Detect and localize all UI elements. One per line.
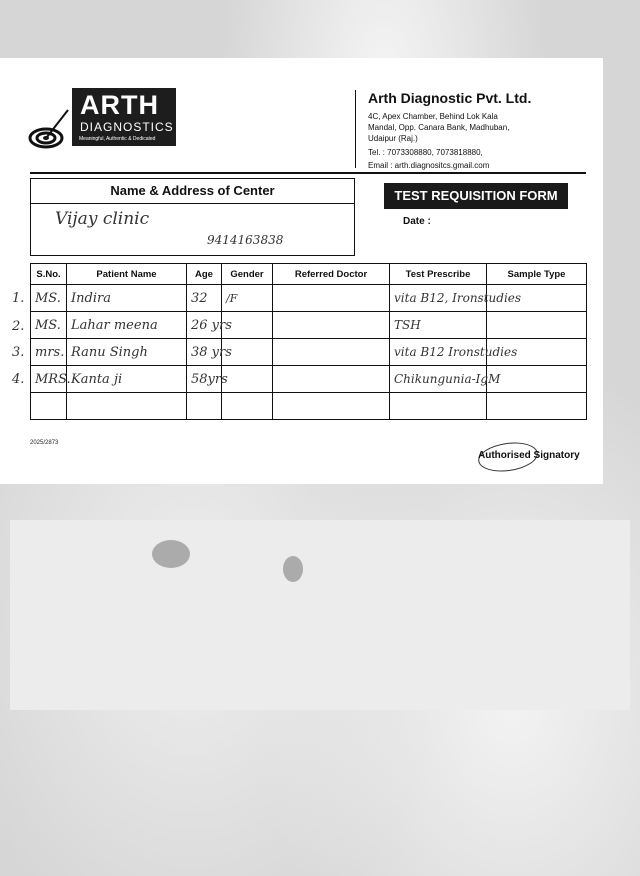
authorised-signatory: Authorised Signatory (478, 450, 580, 461)
age-cell (187, 393, 222, 420)
row-number: 4. (12, 372, 25, 387)
company-email: Email : arth.diagnositcs.gmail.com (368, 161, 490, 170)
blank-scan-area (10, 520, 630, 710)
sno-cell: mrs. (31, 339, 67, 366)
age-cell: 26 yrs (187, 312, 222, 339)
test-cell: Chikungunia-IgM (390, 366, 487, 393)
address-line: Udaipur (Raj.) (368, 134, 418, 143)
doctor-cell (273, 366, 390, 393)
header-divider (355, 90, 356, 168)
table-row (31, 339, 587, 366)
sno-cell: MRS. (31, 366, 67, 393)
center-box-title: Name & Address of Center (31, 179, 354, 204)
sno-cell: MS. (31, 312, 67, 339)
form-title: TEST REQUISITION FORM (384, 183, 568, 209)
company-name: Arth Diagnostic Pvt. Ltd. (368, 90, 532, 106)
age-cell: 58yrs (187, 366, 222, 393)
row-number: 3. (12, 345, 25, 360)
address-line: Mandal, Opp. Canara Bank, Madhuban, (368, 123, 510, 132)
center-phone: 9414163838 (207, 233, 284, 247)
gender-cell (222, 393, 273, 420)
patient-name-cell: Lahar meena (67, 312, 187, 339)
ink-smudge (152, 540, 190, 568)
sno-cell (31, 393, 67, 420)
date-label: Date : (403, 216, 431, 227)
table-row (31, 366, 587, 393)
logo-main-text: ARTH (80, 90, 159, 120)
patient-name-cell: Indira (67, 285, 187, 312)
patient-name-cell (67, 393, 187, 420)
test-cell (390, 393, 487, 420)
ink-smudge (283, 556, 303, 582)
column-header: Age (187, 264, 222, 285)
patient-name-cell: Kanta ji (67, 366, 187, 393)
table-row (31, 393, 587, 420)
patient-name-cell: Ranu Singh (67, 339, 187, 366)
arth-logo (28, 88, 178, 150)
table-row (31, 285, 587, 312)
logo-sub-text: DIAGNOSTICS (80, 120, 174, 134)
table-header-row (31, 264, 587, 285)
reference-code: 2025/2873 (30, 440, 59, 446)
table-row (31, 312, 587, 339)
company-tel: Tel. : 7073308880, 7073818880, (368, 148, 483, 157)
age-cell: 32 (187, 285, 222, 312)
test-cell: TSH (390, 312, 487, 339)
sample-cell (487, 312, 587, 339)
column-header: Referred Doctor (273, 264, 390, 285)
sample-cell (487, 393, 587, 420)
column-header: Gender (222, 264, 273, 285)
column-header: Patient Name (67, 264, 187, 285)
center-address-box (30, 178, 355, 256)
column-header: Sample Type (487, 264, 587, 285)
column-header: Test Prescribe (390, 264, 487, 285)
gender-cell: /F (222, 285, 273, 312)
doctor-cell (273, 339, 390, 366)
logo-tagline: Meaningful, Authentic & Dedicated (79, 136, 156, 142)
doctor-cell (273, 393, 390, 420)
gender-cell (222, 366, 273, 393)
test-cell: vita B12 Ironstudies (390, 339, 487, 366)
patient-table (30, 263, 587, 420)
doctor-cell (273, 312, 390, 339)
test-cell: vita B12, Ironstudies (390, 285, 487, 312)
target-icon (28, 108, 70, 150)
age-cell: 38 yrs (187, 339, 222, 366)
header-rule (30, 172, 586, 174)
doctor-cell (273, 285, 390, 312)
row-number: 1. (12, 291, 25, 306)
sno-cell: MS. (31, 285, 67, 312)
sample-cell (487, 366, 587, 393)
company-info (368, 90, 588, 171)
column-header: S.No. (31, 264, 67, 285)
row-number: 2. (12, 319, 25, 334)
center-name: Vijay clinic (55, 209, 150, 229)
address-line: 4C, Apex Chamber, Behind Lok Kala (368, 112, 498, 121)
